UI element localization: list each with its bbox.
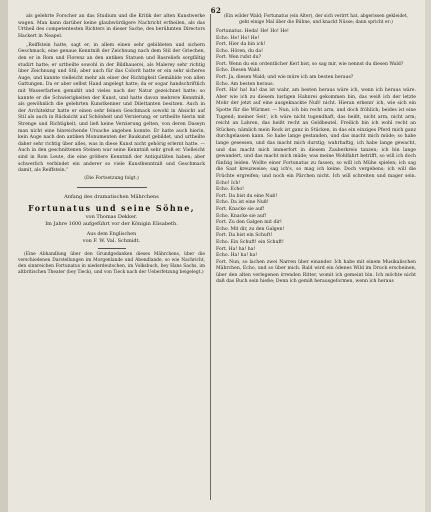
left-column [18,14,205,276]
dialogue-line: Fort. Da bist ein Schuft! [216,233,273,239]
dialogue-line: Echo. Ein Schuft! ein Schuft! [216,239,284,245]
dialogue-line: Fort. Knacke sie auf! [216,206,265,212]
editorial-note: (Eine Abhandlung über den Grundgedanken dieses Mährchens, über die verschiedenen Darstellungen im Morgenlande und Abendlande, so wie Nachricht, den sinnreichen Fortunatus in niederdeutschen, im Volksbuch, bey Hans Sachs, im altbritischen Theater (bey Tieck), und von Tieck nach der Ueberfetzung beigelegt.) [18,251,205,276]
dialogue-line: Fort. Ja, diesen Wald; und wie müre ich am besten heraus? [216,75,354,81]
dialogue-line: Fort. Ha! ha! ha! [216,246,256,252]
section-divider [77,187,147,188]
dialogue-line: Echo. He! Ho! He! [216,35,260,41]
dialogue-line: Echo. Hören, du da! [216,48,263,54]
right-column [216,14,416,286]
dialogue-line: Fort. Wen rufst du? [216,55,262,61]
dialogue-line: Echo. Am besten heraus. [216,81,275,87]
dialogue-line: Fort. Hier da bin ich! [216,42,266,48]
title-line-author: von Thomas Dekker. [85,213,138,220]
dialogue-line: Fort. Nun, so lachen zwei Narren über einander. Ich habe mit einem Musikalischen Mährchen, Echo, und so über mich. Bald wird ein ödenes Wild im Druck erscheinen, über den alten verlegenen irrenden Ritter, womit ich gemeint bin. Ich möchte nicht daß das Buch sein hieße; Denn ich gemiß herausgeformen, wenn ich heraus [216,259,416,285]
continuation-note: (Die Fortsetzung folgt.) [84,175,139,181]
scan-edge-right [425,0,431,512]
title-line-source: Aus dem Englischen [86,231,137,237]
column-divider [210,14,211,500]
dialogue-line: Echo. Knacke sie auf! [216,213,267,219]
dialogue-line: Fort. Zu den Galgen mit dir! [216,220,282,226]
dialogue-line: Fort. Wenn du ein ordentlicher Kerl bist, so sag mir, wie nennst du diesen Wald? [216,61,404,67]
title-line-performance: Im Jahre 1600 aufgeführt vor der Königin Elisabeth. [45,220,178,227]
dialogue-line: Fort. Ha! ha! ha! das ist wahr, am besten heraus wäre ich, wenn ich heraus wäre. Aber wie ich zu diesem lustigen Hahnrei gekommen bin, das weiß ich der letzte Mohr der jetzt auf eine ausgeknackte Nuß! nicht. Hieran erkenn' ich, wie sich ein Spotte für die Würmer. — Nun, ich bin recht arm, und doch fröhlich; beides ist eine Tugend; meiner Seit', ich wäre nicht tugendhaft, das heißt, nicht arm, nicht arm; reicht an Lahren, das heißt recht an Geldbeutel. Freilich bin ich wohl recht an Stücken; nämlich mein Rock ist ganz in Stücken, in das ein einziges Pferd mich ganz durchgelassen kann. So habe lange gestanden, und das macht mich müde; so habe lange gesessen, und das macht mich durstig; wahrhaftig, ich habe lange gewacht, und das macht mich immerfort in diesem Zauberkreis tanzen; ich bin lange gewandert, und das macht mich müde; was meine Wohlfahrt betrifft, so will ich doch fünfzig leiden. Wollte einer Fortunatus zu fassen, so will ich Mühe spielen; ich sag die Saat kreuzweise; sag ich's, so mag ich keine. Doch vergebens; ich will die Früchte ergreifen; und noch ein Pärchen nicht. Ich will schreiten und mager sein. Echo! Ich! [216,88,416,186]
dialogue-line: Echo. Diesen Wald. [216,68,261,74]
stage-direction: (Ein wilder Wald; Fortunatus (ein Alter), der sich verirrt hat, abgerissen gekleidet, geht einige Mal über die Bühne, und knackt Nüsse; dann spricht er:) [223,14,409,26]
dialogue-line: Echo. Da ist eine Nuß! [216,200,269,206]
paragraph: als gelehrte Forscher an das Studium und die Kritik der alten Kunstwerke wagen. Man kann darüber keine glaubwürdigere Nachricht ertheilen, als das Urtheil des competentesten Richters in dieser Sache, des berühmten Directors Hackert in Neapel. [18,14,205,39]
title-line-intro: Anfang des dramatischen Mährchens [64,193,159,200]
title-line-main: Fortunatus und seine Söhne, [28,202,195,213]
dialogue-line: Echo. Echo! [216,187,244,193]
dialogue-line: Echo. Ha! ha! ha! [216,253,258,259]
scan-edge-left [0,0,8,512]
page-number: 62 [210,6,222,15]
paragraph: „Reiffstein hatte, sagt er, in allem einen sehr gebildeten und sichern Geschmack, eine genaue Kenntniß der Zeichnung nach dem Stil der Griechen, den er in Rom und Florenz an den antiken Statuen und Basreliefs sorgfältig studirt hatte; er urtheilte sowohl in der Bildhauerei, als Malerey sehr richtig über Zeichnung und Stil; aber auch für das Colorit hatte er ein sehr sicheres Auge, und kannte vielleicht mehr als einer der Richtigkeit Gemählde von allen Gattungen. Da er aber selbst Hand angelegt hatte; da er sogar handschriftlich mit Wasserfarben gemahlt und vieles nach der Natur gezeichnet hatte: so kannte er die Schwierigkeiten der Kunst, und hatte davon mehrere Kenntniß, als gewöhnlich die gelehrten Kunstkenner und Dilettanten besitzen. Auch in der Architektur hatte er einen sehr feinen Geschmack sowohl in Absicht auf Stil als auch in Rücksicht auf Schönheit und Verzierung; er urtheilte hierin mit Strenge und Richtigkeit, und ließ keine Verzierung gelten, von deren Daseyn man nicht eine hinreichende Ursache angeben konnte. Er hatte auch hierin, kein Auge nach den antiken Monumenten der Baukunst gebildet, und urtheilte daher sehr richtig über alles, was in diese Kunst nicht gehörig erlernt hatte. — Auch in den geschnittenen Steinen war seine Kenntniß sehr groß er. Vielleicht sind in Rom Leute, die eine größere Kenntniß der Antiquitäten haben; aber schwerlich verbindet ein anderer so viele Kunstkenntniß und Geschmack damit, als Reiffstein.“ [18,42,205,174]
dialogue-line: Fort. Da bist du eine Nuß! [216,193,278,199]
short-divider [98,248,126,249]
dialogue-line: Fortunatus. Heda! He! Ho! He! [216,28,289,34]
dialogue-line: Echo. Mit dir, zu den Galgen! [216,226,285,232]
title-line-translator: von F. W. Val. Schmidt. [82,237,141,244]
